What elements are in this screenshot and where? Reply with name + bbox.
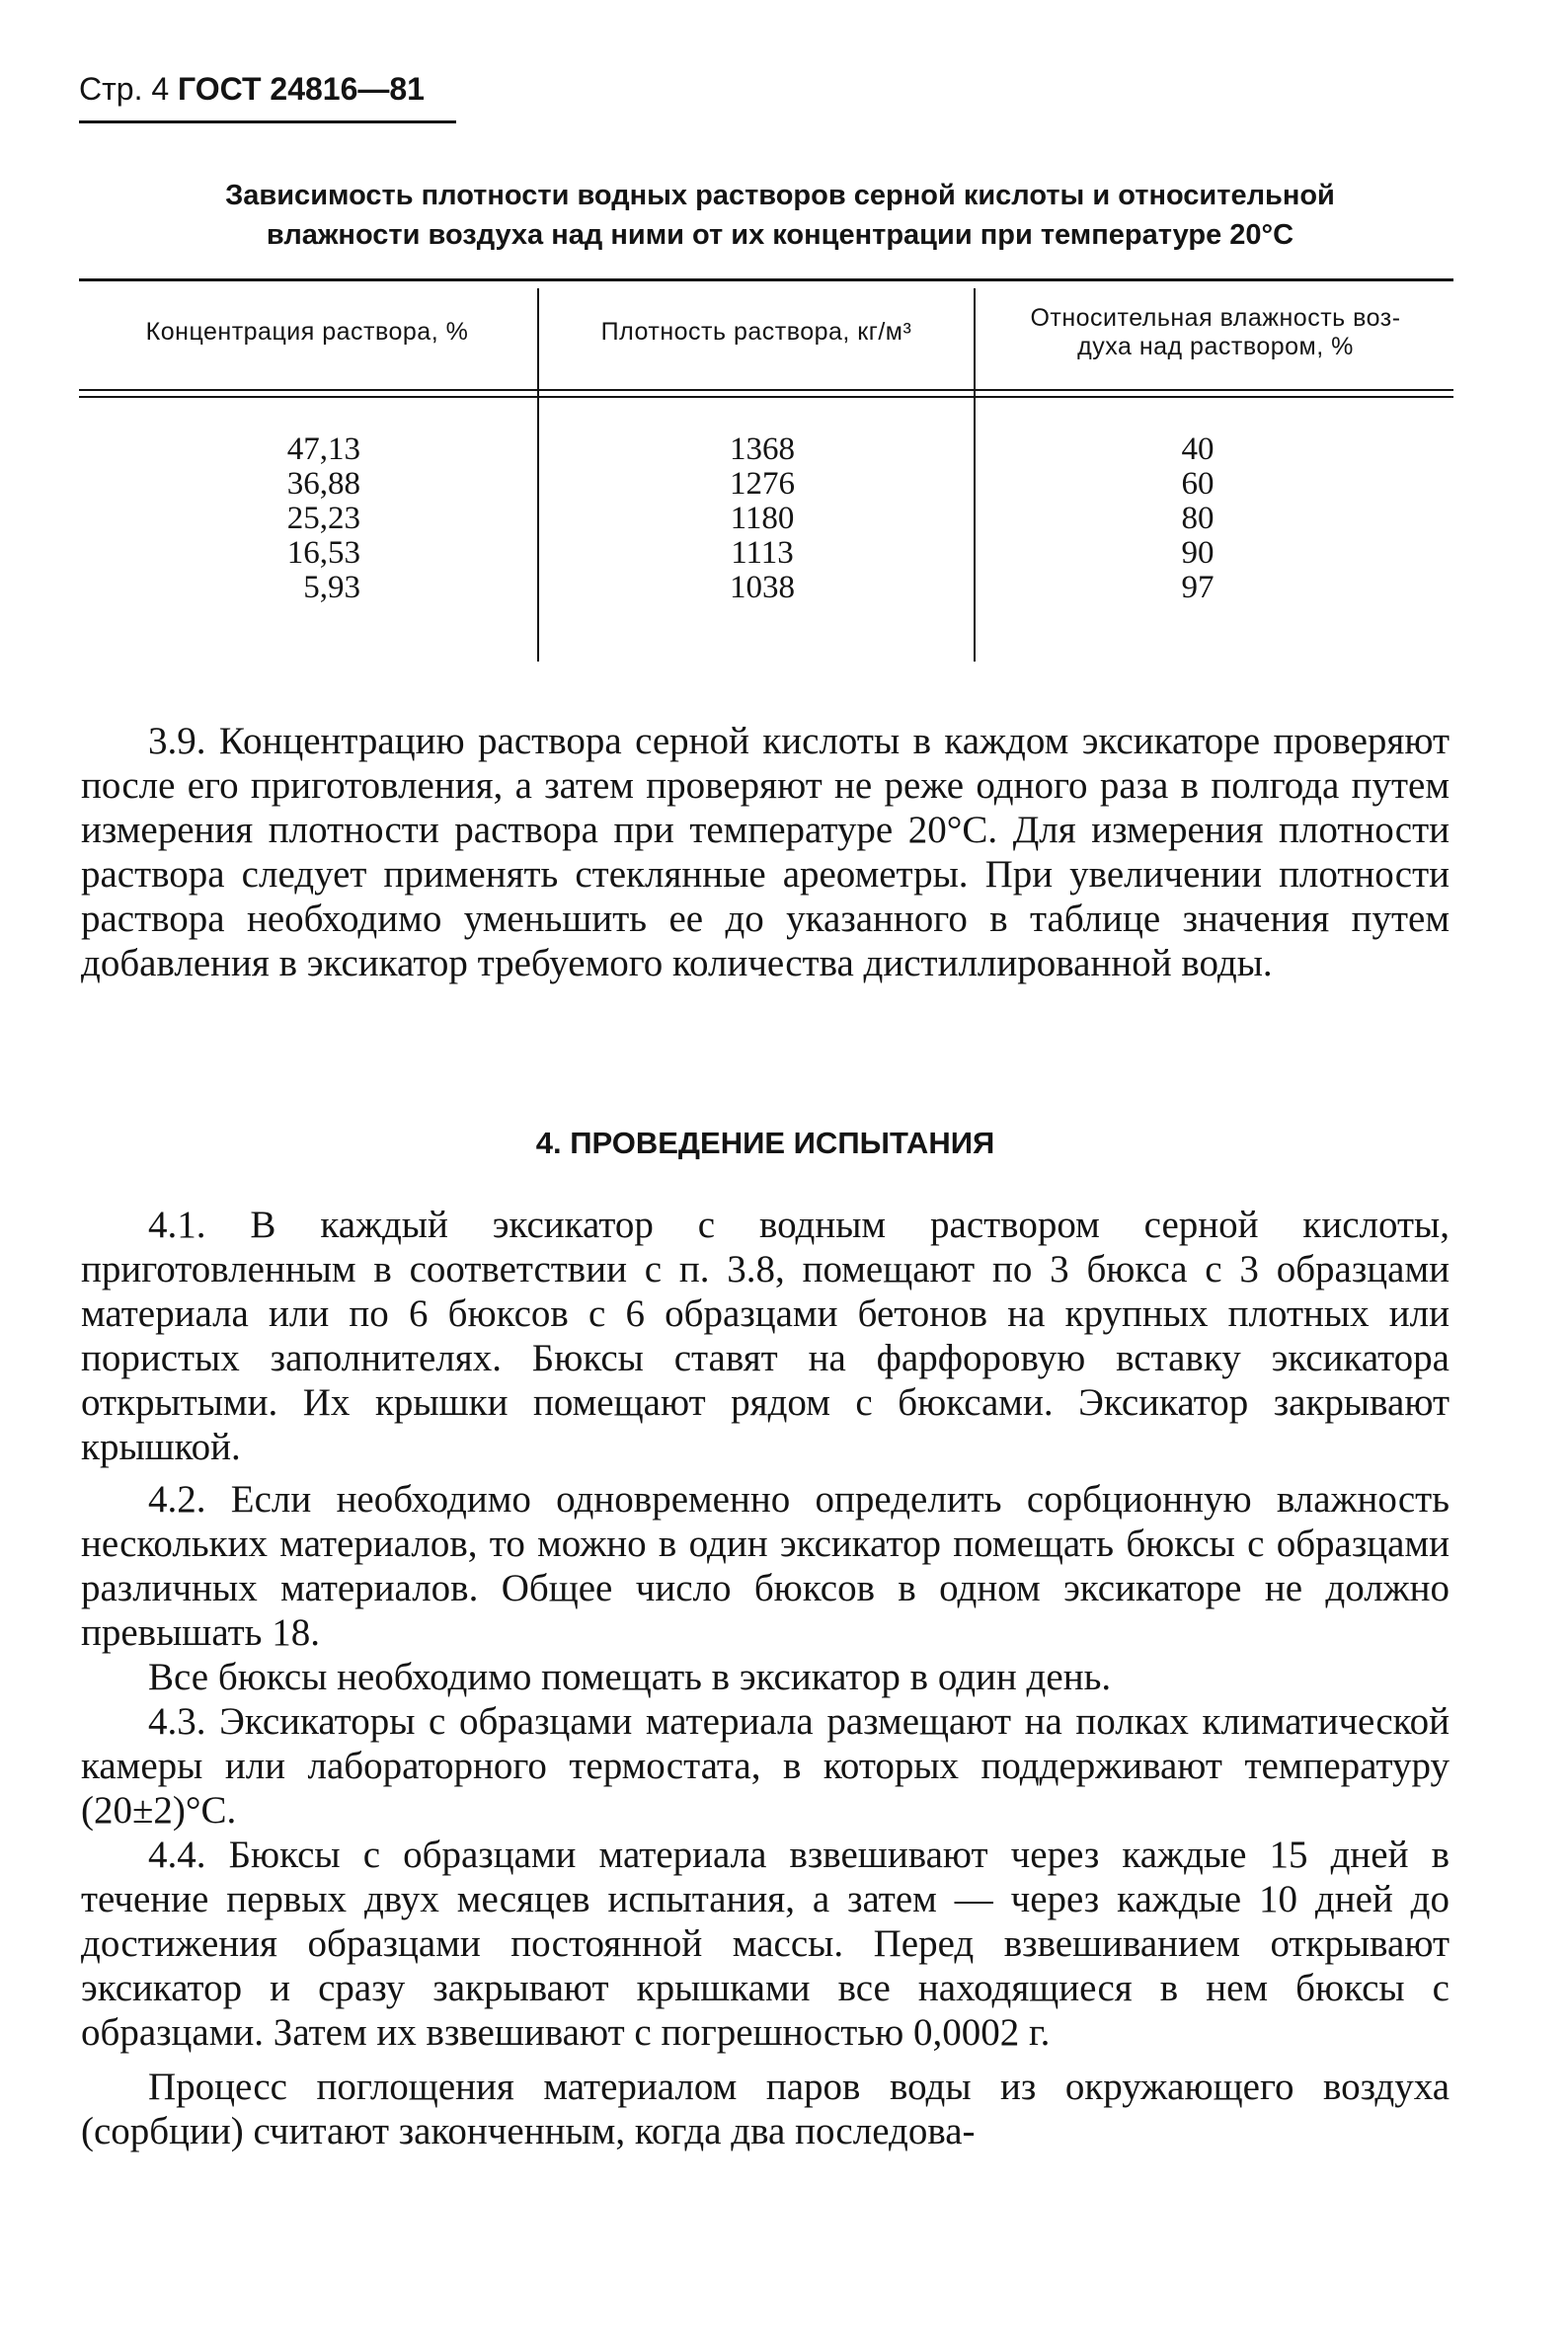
data-table [79, 278, 1453, 665]
column-header-humidity [978, 304, 1453, 361]
concentration-cell: 16,53 [286, 535, 360, 571]
standard-number: ГОСТ 24816—81 [178, 71, 425, 107]
table-caption-line-2: влажности воздуха над ними от их концентрации при температуре 20°C [266, 219, 1294, 251]
paragraph-4-3: 4.3. Эксикаторы с образцами материала размещают на полках климатической камеры или лабораторного термостата, в которых поддерживают температуру (20±2)°C. [81, 1700, 1450, 1832]
concentration-cell: 5,93 [303, 570, 360, 605]
table-caption [99, 176, 1461, 255]
paragraph-3-9: 3.9. Концентрацию раствора серной кислоты в каждом эксикаторе проверяют после его приготовления, а затем проверяют не реже одного раза в полгода путем измерения плотности раствора при температуре 20°C. Для измерения плотности раствора следует применять стеклянные ареометры. При увеличении плотности раствора необходимо уменьшить ее до указанного в таблице значения путем добавления в эксикатор требуемого количества дистиллированной воды. [81, 720, 1450, 984]
section-title: 4. ПРОВЕДЕНИЕ ИСПЫТАНИЯ [535, 1126, 995, 1160]
table-column-divider [974, 288, 976, 662]
density-cell: 1038 [730, 570, 795, 605]
humidity-column [1158, 432, 1237, 605]
column-header-humidity-line-1: Относительная влажность воз- [1030, 304, 1401, 332]
paragraph-4-1: 4.1. В каждый эксикатор с водным раствором серной кислоты, приготовленным в соответствии с п. 3.8, помещают по 3 бюкса с 3 образцами материала или по 6 бюксов с 6 образцами бетонов на крупных плотных или пористых заполнителях. Бюксы ставят на фарфоровую вставку эксикатора открытыми. Их крышки помещают рядом с бюксами. Эксикатор закрывают крышкой. [81, 1204, 1450, 1468]
density-column [713, 432, 812, 605]
humidity-cell: 60 [1181, 466, 1215, 502]
density-cell: 1113 [731, 535, 794, 571]
density-cell: 1368 [730, 431, 795, 467]
section-4-body [81, 1203, 1450, 2153]
concentration-column [242, 432, 360, 605]
concentration-cell: 47,13 [286, 431, 360, 467]
paragraph-final: Процесс поглощения материалом паров воды из окружающего воздуха (сорбции) считают законченным, когда два последова- [81, 2066, 1450, 2152]
density-cell: 1276 [730, 466, 795, 502]
header-rule [79, 120, 456, 123]
table-header-rule-2 [79, 396, 1453, 398]
paragraph-3-9-block [81, 719, 1450, 985]
paragraph-4-4: 4.4. Бюксы с образцами материала взвешивают через каждые 15 дней в течение первых двух месяцев испытания, а затем — через каждые 10 дней до достижения образцами постоянной массы. Перед взвешиванием открывают эксикатор и сразу закрывают крышками все находящиеся в нем бюксы с образцами. Затем их взвешивают с погрешностью 0,0002 г. [81, 1834, 1450, 2054]
concentration-cell: 25,23 [286, 501, 360, 536]
column-header-density: Плотность раствора, кг/м³ [600, 318, 912, 346]
paragraph-4-2: 4.2. Если необходимо одновременно определить сорбционную влажность нескольких материалов, то можно в один эксикатор помещать бюксы с образцами различных материалов. Общее число бюксов в одном эксикаторе не должно превышать 18. [81, 1478, 1450, 1654]
column-header-humidity-line-2: духа над раствором, % [1077, 333, 1354, 360]
page-header [79, 69, 454, 109]
page-number: Стр. 4 [79, 71, 170, 107]
concentration-cell: 36,88 [286, 466, 360, 502]
humidity-cell: 80 [1181, 501, 1215, 536]
table-column-divider [537, 288, 539, 662]
humidity-cell: 40 [1181, 431, 1215, 467]
humidity-cell: 90 [1181, 535, 1215, 571]
column-header-concentration: Концентрация раствора, % [145, 318, 469, 346]
table-header-rule-1 [79, 389, 1453, 391]
humidity-cell: 97 [1181, 570, 1215, 605]
table-caption-line-1: Зависимость плотности водных растворов серной кислоты и относительной [225, 180, 1335, 211]
paragraph-4-2-note: Все бюксы необходимо помещать в эксикатор в один день. [148, 1656, 1112, 1698]
density-cell: 1180 [730, 501, 795, 536]
table-top-rule [79, 278, 1453, 281]
